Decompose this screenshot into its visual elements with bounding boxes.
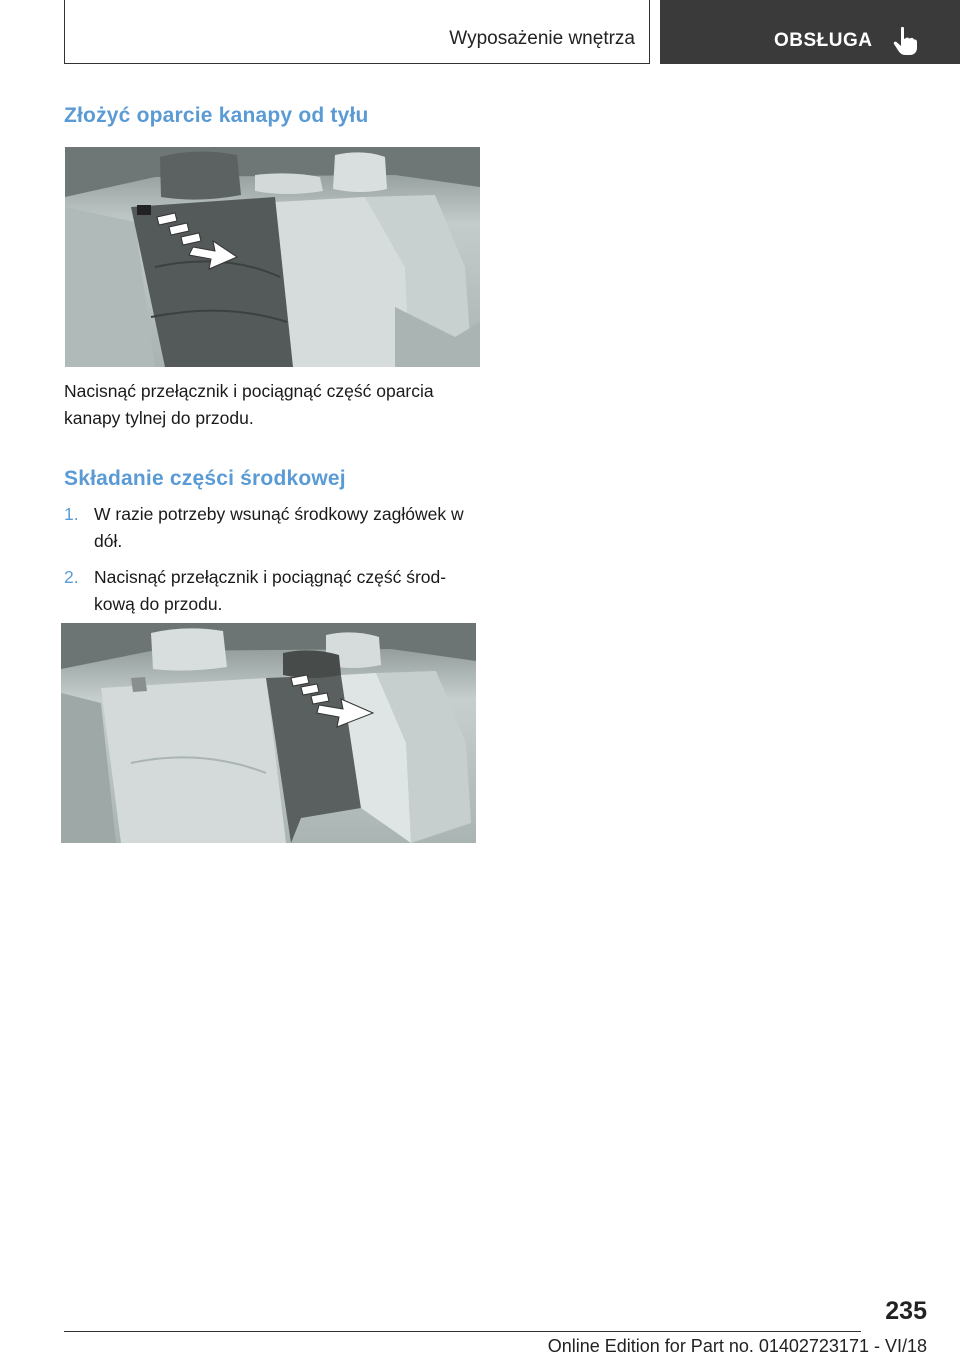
step-text: W razie potrzeby wsunąć środkowy zagłówek w dół. <box>94 504 464 551</box>
figure-rear-seat-backrest <box>65 147 480 367</box>
section-heading-fold-center: Składanie części środkowej <box>64 467 346 490</box>
step-number: 2. <box>64 567 79 587</box>
center-section-illustration <box>61 623 476 843</box>
header-chapter-tab <box>660 0 960 64</box>
figure-center-section <box>61 623 476 843</box>
header-section-title: Wyposażenie wnętrza <box>449 28 635 49</box>
step-number: 1. <box>64 504 79 524</box>
section1-paragraph: Nacisnąć przełącznik i pociągnąć część oparcia kanapy tylnej do przodu. <box>64 381 434 428</box>
footer-edition: Online Edition for Part no. 01402723171 - VI/18 <box>547 1336 927 1356</box>
footer-divider <box>64 1331 861 1332</box>
list-item <box>64 564 484 618</box>
header-section-box <box>64 0 650 64</box>
section-heading-fold-backrest: Złożyć oparcie kanapy od tyłu <box>64 104 369 127</box>
list-item <box>64 501 484 555</box>
steps-list <box>64 501 484 627</box>
page-number: 235 <box>885 1297 927 1325</box>
rear-seat-illustration <box>65 147 480 367</box>
step-text: Nacisnąć przełącznik i pociągnąć część środ-kową do przodu. <box>94 567 447 614</box>
header-chapter-title: OBSŁUGA <box>774 30 873 51</box>
pointing-hand-icon <box>892 26 918 56</box>
